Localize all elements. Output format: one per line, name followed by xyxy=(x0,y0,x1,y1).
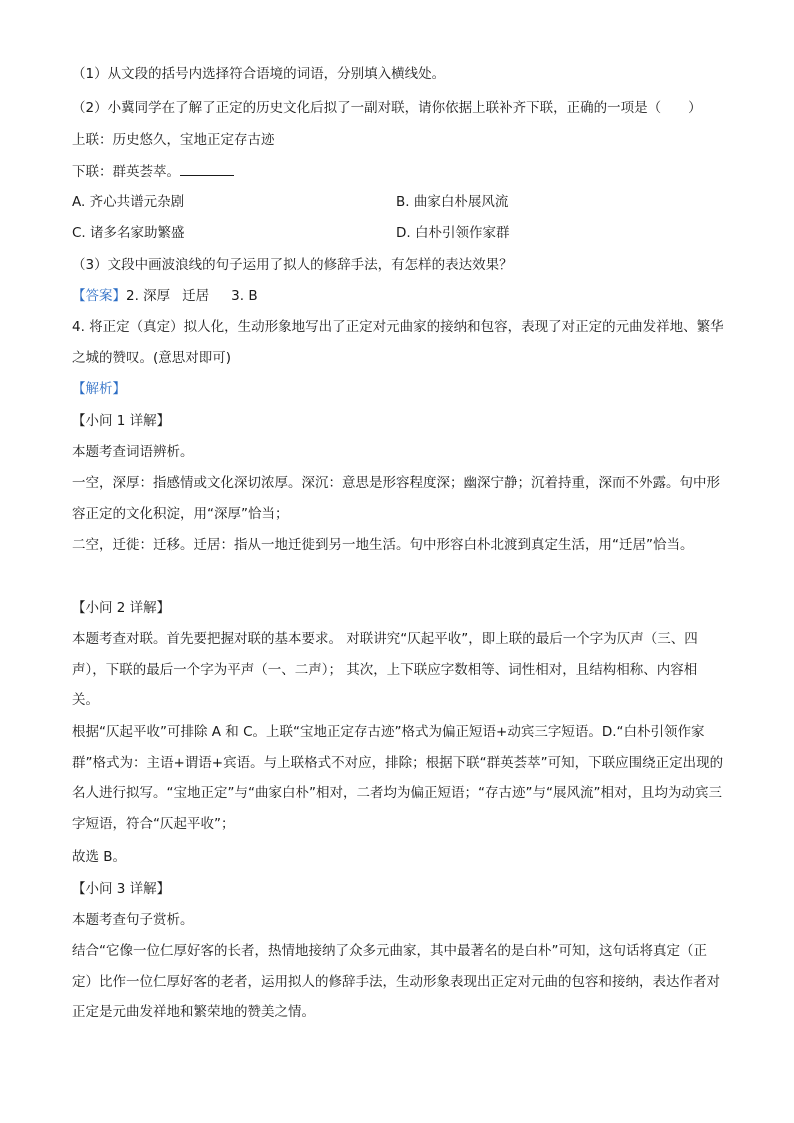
options-row-1 xyxy=(72,192,724,212)
option-c: C. 诸多名家助繁盛 xyxy=(72,225,185,241)
section-3-title: 【小问 3 详解】 xyxy=(72,881,171,897)
answer-line xyxy=(72,286,724,306)
section-2-body: 根据“仄起平收”可排除 A 和 C。上联“宝地正定存古迹”格式为偏正短语+动宾三字短语。D.“白朴引领作家群”格式为：主语+谓语+宾语。与上联格式不对应，排除；根据下联“群英荟萃”可知，下联应围绕正定出现的名人进行拟写。“宝地正定”与“曲家白朴”相对，二者均为偏正短语；“存古迹”与“展风流”相对，且均为动宾三字短语，符合“仄起平收”； xyxy=(72,724,724,832)
answer-2: 2. 深厚 xyxy=(126,288,171,304)
lower-couplet xyxy=(72,161,724,182)
answer-4: 4. 将正定（真定）拟人化，生动形象地写出了正定对元曲家的接纳和包容，表现了对正定的元曲发祥地、繁华之城的赞叹。(意思对即可) xyxy=(72,319,724,366)
option-b: B. 曲家白朴展风流 xyxy=(396,194,509,210)
section-2-conclusion: 故选 B。 xyxy=(72,849,127,865)
answer-3: 3. B xyxy=(231,288,258,304)
section-1-title: 【小问 1 详解】 xyxy=(72,413,171,429)
section-1-intro: 本题考查词语辨析。 xyxy=(72,444,194,460)
section-2-intro: 本题考查对联。首先要把握对联的基本要求。 对联讲究“仄起平收”，即上联的最后一个字为仄声（三、四声），下联的最后一个字为平声（一、二声）； 其次，上下联应字数相等、词性相对，且结构相称、内容相关。 xyxy=(72,631,698,709)
section-2-title: 【小问 2 详解】 xyxy=(72,600,171,616)
analysis-label: 【解析】 xyxy=(72,381,126,397)
question-2: （2）小冀同学在了解了正定的历史文化后拟了一副对联，请你依据上联补齐下联，正确的一项是（ ） xyxy=(72,100,702,116)
section-1-blank-1: 一空，深厚：指感情或文化深切浓厚。深沉：意思是形容程度深；幽深宁静；沉着持重，深而不外露。句中形容正定的文化积淀，用“深厚”恰当； xyxy=(72,475,720,522)
upper-couplet: 上联：历史悠久，宝地正定存古迹 xyxy=(72,132,275,148)
answer-2b: 迁居 xyxy=(182,288,210,304)
section-1-blank-2: 二空，迁徙：迁移。迁居：指从一地迁徙到另一地生活。句中形容白朴北渡到真定生活，用“迁居”恰当。 xyxy=(72,537,694,553)
section-3-body: 结合“它像一位仁厚好客的长者，热情地接纳了众多元曲家，其中最著名的是白朴”可知，这句话将真定（正定）比作一位仁厚好客的老者，运用拟人的修辞手法，生动形象表现出正定对元曲的包容和接纳，表达作者对正定是元曲发祥地和繁荣地的赞美之情。 xyxy=(72,943,720,1021)
answer-label: 【答案】 xyxy=(72,288,126,304)
question-1: （1）从文段的括号内选择符合语境的词语，分别填入横线处。 xyxy=(72,66,446,82)
options-row-2 xyxy=(72,223,724,243)
option-a: A. 齐心共谱元杂剧 xyxy=(72,194,185,210)
question-3: （3）文段中画波浪线的句子运用了拟人的修辞手法，有怎样的表达效果？ xyxy=(72,257,513,273)
answer-blank xyxy=(180,161,234,176)
lower-couplet-text: 下联：群英荟萃。 xyxy=(72,164,180,180)
section-3-intro: 本题考查句子赏析。 xyxy=(72,912,194,928)
option-d: D. 白朴引领作家群 xyxy=(396,225,510,241)
